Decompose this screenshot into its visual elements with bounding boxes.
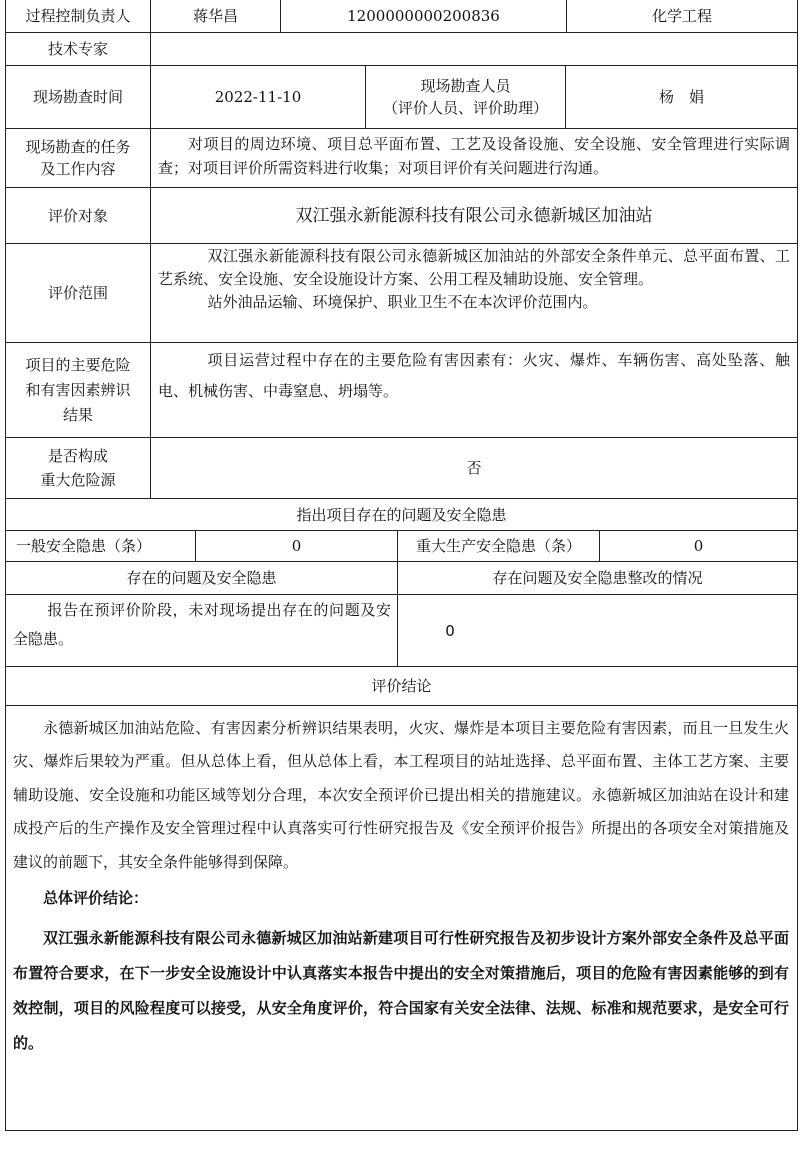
survey-time-label: 现场勘查时间 — [32, 88, 123, 106]
technical-expert-label: 技术专家 — [47, 40, 108, 58]
general-hazard-count: 0 — [291, 537, 302, 555]
conclusion-body — [13, 712, 789, 1061]
evaluation-scope-content — [158, 245, 790, 314]
hazard-label-line1: 项目的主要危险 — [25, 355, 131, 374]
evaluation-object-value: 双江强永新能源科技有限公司永德新城区加油站 — [295, 205, 653, 226]
major-hazard-label — [6, 438, 150, 498]
overall-conclusion-text: 双江强永新能源科技有限公司永德新城区加油站新建项目可行性研究报告及初步设计方案外部安全条件及总平面布置符合要求，在下一步安全设施设计中认真落实本报告中提出的安全对策措施后，项目的危险有害因素能够的到有效控制，项目的风险程度可以接受，从安全角度评价，符合国家有关安全法律、法规、标准和规范要求，是安全可行的。 — [13, 929, 789, 1053]
evaluation-form — [5, 0, 798, 1130]
major-hazard-count: 0 — [693, 537, 704, 555]
evaluation-scope-para2: 站外油品运输、环境保护、职业卫生不在本次评价范围内。 — [207, 293, 598, 311]
hazard-label-line2: 和有害因素辨识 — [25, 380, 131, 399]
survey-date: 2022-11-10 — [214, 88, 302, 106]
major-hazard-value: 否 — [466, 459, 482, 477]
survey-task-content: 对项目的周边环境、项目总平面布置、工艺及设备设施、安全设施、安全管理进行实际调查；对项目评价所需资料进行收集；对项目评价有关问题进行沟通。 — [158, 135, 790, 177]
major-hazard-label-line1: 是否构成 — [47, 447, 108, 465]
issues-section-title: 指出项目存在的问题及安全隐患 — [296, 505, 507, 524]
survey-task-label — [6, 129, 150, 187]
hazard-identification-content: 项目运营过程中存在的主要危险有害因素有：火灾、爆炸、车辆伤害、高处坠落、触电、机械伤害、中毒窒息、坍塌等。 — [158, 351, 790, 400]
major-hazard-count-label: 重大生产安全隐患（条） — [415, 537, 581, 555]
issues-content: 报告在预评价阶段，未对现场提出存在的问题及安全隐患。 — [13, 601, 391, 648]
conclusion-paragraph: 永德新城区加油站危险、有害因素分析辨识结果表明，火灾、爆炸是本项目主要危险有害因素，而且一旦发生火灾、爆炸后果较为严重。但从总体上看，但从总体上看，本工程项目的站址选择、总平面布置、主体工艺方案、主要辅助设施、安全设施和功能区域等划分合理，本次安全预评价已提出相关的措施建议。永德新城区加油站在设计和建成投产后的生产操作及安全管理过程中认真落实可行性研究报告及《安全预评价报告》所提出的各项安全对策措施及建议的前题下，其安全条件能够得到保障。 — [13, 719, 789, 871]
hazard-label-line3: 结果 — [62, 405, 93, 424]
issues-header: 存在的问题及安全隐患 — [126, 569, 277, 587]
evaluation-scope-para1: 双江强永新能源科技有限公司永德新城区加油站的外部安全条件单元、总平面布置、工艺系统、安全设施、安全设施设计方案、公用工程及辅助设施、安全管理。 — [158, 247, 790, 288]
evaluation-scope-label: 评价范围 — [47, 284, 108, 302]
technical-expert-value — [151, 33, 797, 65]
supervisor-label: 过程控制负责人 — [25, 7, 131, 25]
general-hazard-label: 一般安全隐患（条） — [16, 537, 152, 555]
survey-task-label-line2: 及工作内容 — [40, 160, 116, 178]
survey-staff-label — [366, 66, 565, 128]
certificate-number: 1200000000200836 — [347, 7, 500, 25]
overall-conclusion-label: 总体评价结论： — [43, 889, 149, 908]
major-hazard-label-line2: 重大危险源 — [40, 471, 116, 489]
evaluation-object-label: 评价对象 — [47, 206, 108, 225]
survey-staff-label-line1: 现场勘查人员 — [420, 77, 511, 95]
rectification-content: 0 — [445, 621, 455, 640]
survey-task-label-line1: 现场勘查的任务 — [25, 138, 131, 156]
conclusion-section-title: 评价结论 — [371, 677, 432, 695]
supervisor-name: 蒋华昌 — [192, 7, 238, 25]
survey-staff-name: 杨 娟 — [658, 88, 704, 106]
rectification-header: 存在问题及安全隐患整改的情况 — [492, 569, 703, 587]
specialty-field: 化学工程 — [651, 7, 712, 25]
survey-staff-label-line2: （评价人员、评价助理） — [382, 99, 548, 117]
hazard-identification-label — [6, 343, 150, 437]
